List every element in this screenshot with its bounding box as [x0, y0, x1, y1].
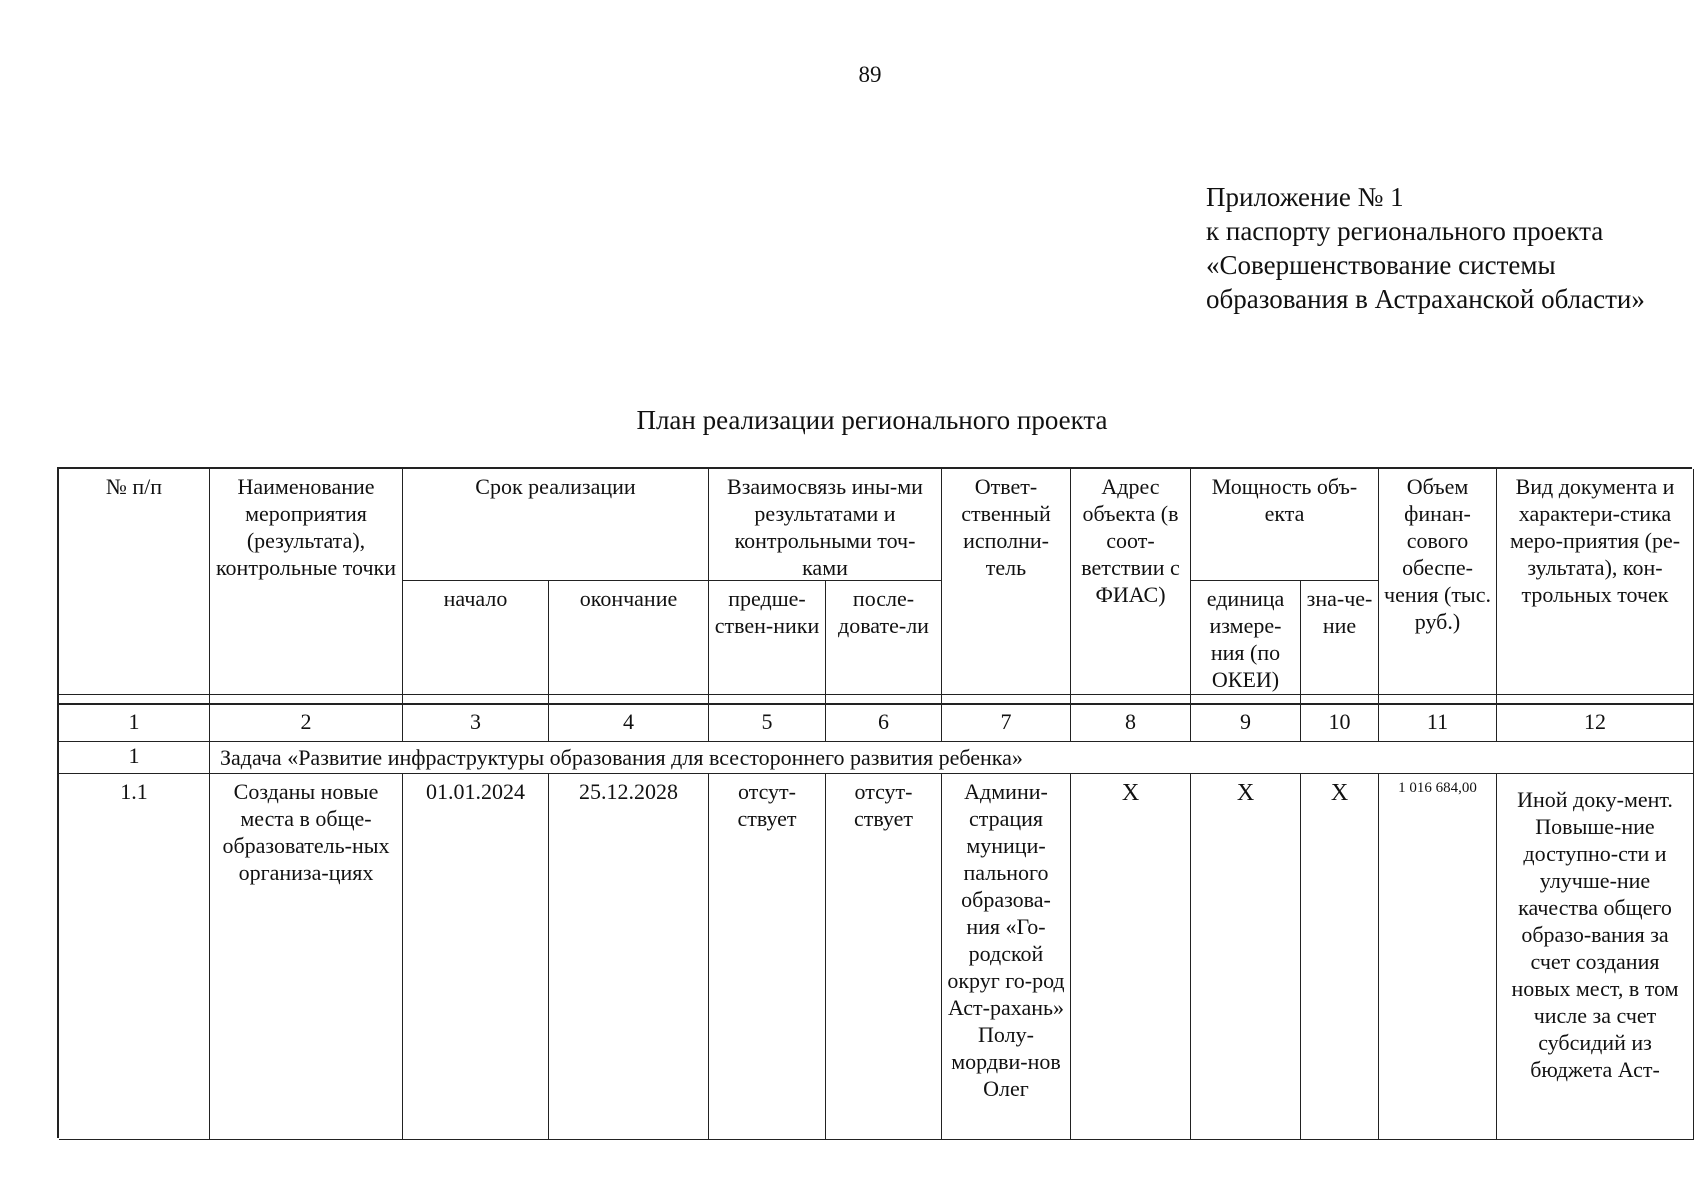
header-links-next: после-довате-ли	[826, 581, 942, 695]
header-name: Наименование мероприятия (результата), контрольные точки	[210, 469, 403, 695]
column-number: 10	[1301, 705, 1379, 742]
header-term-start: начало	[403, 581, 549, 695]
table-row-end: 25.12.2028	[549, 774, 709, 1140]
header-capacity: Мощность объ-екта	[1191, 469, 1379, 581]
column-number: 8	[1071, 705, 1191, 742]
column-number: 4	[549, 705, 709, 742]
header-capacity-value: зна-че-ние	[1301, 581, 1379, 695]
column-number: 6	[826, 705, 942, 742]
header-doc-type: Вид документа и характери-стика меро-приятия (ре-зультата), кон-трольных точек	[1497, 469, 1694, 695]
header-separator	[1191, 695, 1301, 705]
header-separator	[1301, 695, 1379, 705]
column-number: 12	[1497, 705, 1694, 742]
appendix-line: к паспорту регионального проекта	[1206, 216, 1604, 246]
header-separator	[210, 695, 403, 705]
table-row-start: 01.01.2024	[403, 774, 549, 1140]
table-row-num: 1.1	[59, 774, 210, 1140]
appendix-block	[1206, 180, 1645, 316]
plan-title: План реализации регионального проекта	[636, 405, 1108, 435]
table-row-value: Х	[1301, 774, 1379, 1140]
table-row-name: Созданы новые места в обще-образователь-ных организа-циях	[210, 774, 403, 1140]
table-row-unit: Х	[1191, 774, 1301, 1140]
table-row-finance: 1 016 684,00	[1379, 774, 1497, 1140]
header-links-prev: предше-ствен-ники	[709, 581, 826, 695]
header-separator	[1379, 695, 1497, 705]
header-separator	[549, 695, 709, 705]
task-title: Задача «Развитие инфраструктуры образования для всестороннего развития ребенка»	[210, 742, 1694, 774]
header-separator	[1071, 695, 1191, 705]
header-term-end: окончание	[549, 581, 709, 695]
plan-table	[57, 467, 1692, 1138]
column-number: 3	[403, 705, 549, 742]
header-capacity-unit: единица измере-ния (по ОКЕИ)	[1191, 581, 1301, 695]
appendix-line: образования в Астраханской области»	[1206, 284, 1645, 314]
header-separator	[1497, 695, 1694, 705]
header-separator	[59, 695, 210, 705]
table-row-next: отсут-ствует	[826, 774, 942, 1140]
header-term: Срок реализации	[403, 469, 709, 581]
header-separator	[826, 695, 942, 705]
column-number: 1	[59, 705, 210, 742]
table-row-prev: отсут-ствует	[709, 774, 826, 1140]
table-row-address: Х	[1071, 774, 1191, 1140]
column-number: 5	[709, 705, 826, 742]
appendix-line: Приложение № 1	[1206, 182, 1404, 212]
header-separator	[403, 695, 549, 705]
header-links: Взаимосвязь ины-ми результатами и контрольными точ-ками	[709, 469, 942, 581]
table-row-responsible: Админи-страция муници-пального образова-ния «Го-родской округ го-род Аст-рахань» Полу-мордви-нов Олег	[942, 774, 1071, 1140]
header-num: № п/п	[59, 469, 210, 695]
task-num: 1	[59, 742, 210, 774]
column-number: 11	[1379, 705, 1497, 742]
table-row-doc: Иной доку-мент. Повыше-ние доступно-сти и улучше-ние качества общего образо-вания за счет создания новых мест, в том числе за счет субсидий из бюджета Аст-	[1497, 774, 1694, 1140]
column-number: 7	[942, 705, 1071, 742]
appendix-line: «Совершенствование системы	[1206, 250, 1556, 280]
header-address: Адрес объекта (в соот-ветствии с ФИАС)	[1071, 469, 1191, 695]
header-separator	[942, 695, 1071, 705]
header-finance: Объем финан-сового обеспе-чения (тыс. руб.)	[1379, 469, 1497, 695]
page-number: 89	[858, 62, 882, 87]
header-responsible: Ответ-ственный исполни-тель	[942, 469, 1071, 695]
column-number: 9	[1191, 705, 1301, 742]
header-separator	[709, 695, 826, 705]
column-number: 2	[210, 705, 403, 742]
